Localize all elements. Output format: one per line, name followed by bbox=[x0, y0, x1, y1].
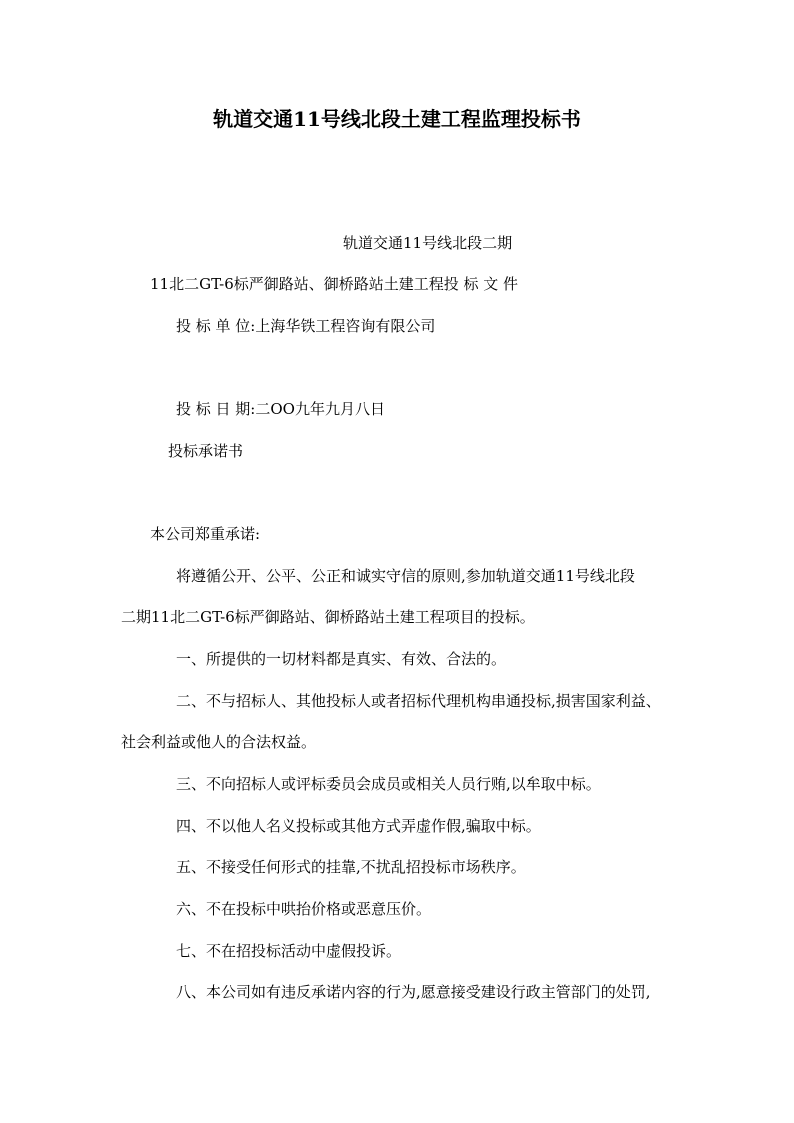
section-heading: 投标承诺书 bbox=[168, 442, 244, 460]
document-title: 轨道交通11号线北段土建工程监理投标书 bbox=[213, 107, 581, 131]
cover-project-line-2: 11北二GT-6标严御路站、御桥路站土建工程投 标 文 件 bbox=[150, 275, 519, 293]
promise-5: 五、不接受任何形式的挂靠,不扰乱招投标市场秩序。 bbox=[176, 858, 526, 876]
cover-project-line-1: 轨道交通11号线北段二期 bbox=[343, 234, 513, 252]
bidder-value: 上海华铁工程咨询有限公司 bbox=[255, 317, 436, 335]
date-value: 二OO九年九月八日 bbox=[255, 400, 385, 418]
promise-8: 八、本公司如有违反承诺内容的行为,愿意接受建设行政主管部门的处罚, bbox=[176, 983, 651, 1001]
promise-1: 一、所提供的一切材料都是真实、有效、合法的。 bbox=[176, 650, 507, 668]
promise-4: 四、不以他人名义投标或其他方式弄虚作假,骗取中标。 bbox=[176, 817, 541, 835]
bidder-row bbox=[176, 316, 435, 336]
paragraph-1-line-2: 二期11北二GT-6标严御路站、御桥路站土建工程项目的投标。 bbox=[121, 608, 535, 626]
paragraph-1-line-1: 将遵循公开、公平、公正和诚实守信的原则,参加轨道交通11号线北段 bbox=[176, 567, 635, 585]
promise-3: 三、不向招标人或评标委员会成员或相关人员行贿,以牟取中标。 bbox=[176, 775, 601, 793]
promise-2-line-2: 社会利益或他人的合法权益。 bbox=[121, 733, 317, 751]
date-label: 投 标 日 期: bbox=[176, 400, 256, 418]
promise-6: 六、不在投标中哄抬价格或恶意压价。 bbox=[176, 900, 432, 918]
promise-7: 七、不在招投标活动中虚假投诉。 bbox=[176, 942, 402, 960]
promise-2-line-1: 二、不与招标人、其他投标人或者招标代理机构串通投标,损害国家利益、 bbox=[176, 692, 661, 710]
date-row bbox=[176, 399, 385, 419]
bidder-label: 投 标 单 位: bbox=[176, 317, 256, 335]
salutation: 本公司郑重承诺: bbox=[150, 525, 261, 543]
